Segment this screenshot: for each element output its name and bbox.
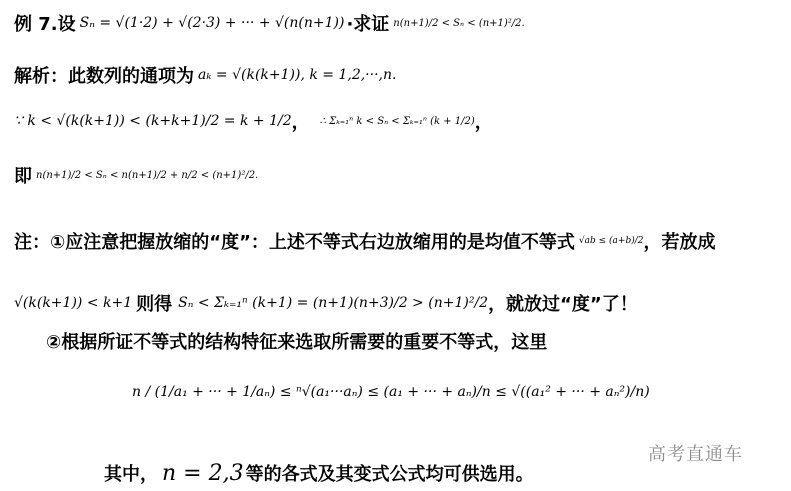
mean-inequality-chain — [132, 384, 650, 400]
closing-remark — [104, 460, 534, 486]
note-1 — [14, 228, 715, 254]
am-gm-inequality: √ab ≤ (a+b)/2 — [578, 236, 644, 246]
inequality-to-prove: n(n+1)/2 < Sₙ < (n+1)²/2. — [393, 17, 525, 29]
final-inequality: n(n+1)/2 < Sₙ < n(n+1)/2 + n/2 < (n+1)²/2. — [36, 169, 259, 181]
term-bounds — [14, 108, 493, 134]
n-values: n = 2,3 — [162, 460, 244, 486]
then-label: 则得 — [136, 294, 173, 315]
note-1-tail: ，若放成 — [643, 232, 716, 253]
analysis-intro — [14, 62, 396, 88]
comma-2: ， — [474, 112, 493, 133]
watermark-text: 高考直通车 — [648, 444, 743, 465]
term-inequality: ∵ k < √(k(k+1)) < (k+k+1)/2 = k + 1/2 — [14, 113, 292, 129]
note-2 — [46, 328, 547, 354]
prove-label: ·求证 — [346, 14, 390, 35]
loose-bound: √(k(k+1)) < k+1 — [14, 295, 133, 311]
example-label: 例 7.设 — [14, 14, 76, 35]
power-mean-inequality: n / (1/a₁ + ··· + 1/aₙ) ≤ ⁿ√(a₁···aₙ) ≤ (a₁ + ··· + aₙ)/n ≤ √((a₁² + ··· + aₙ²)/n) — [132, 384, 650, 400]
overshoot-example — [14, 290, 638, 316]
conclusion — [14, 162, 258, 188]
problem-statement — [14, 10, 525, 36]
therefore-label: 即 — [14, 166, 32, 187]
comma-1: ， — [291, 112, 310, 133]
summed-inequality: ∴ Σₖ₌₁ⁿ k < Sₙ < Σₖ₌₁ⁿ (k + 1/2) — [319, 115, 475, 127]
analysis-label: 解析：此数列的通项为 — [14, 66, 194, 87]
overshoot-comment: ，就放过“度”了！ — [488, 294, 638, 315]
note-1-text: 注：①应注意把握放缩的“度”：上述不等式右边放缩用的是均值不等式 — [14, 232, 575, 253]
general-term: aₖ = √(k(k+1)), k = 1,2,···,n. — [198, 67, 397, 83]
note-2-text: ②根据所证不等式的结构特征来选取所需要的重要不等式，这里 — [46, 332, 548, 353]
closing-text: 等的各式及其变式公式均可供选用。 — [245, 464, 534, 485]
among-label: 其中， — [104, 464, 158, 485]
overshoot-inequality: Sₙ < Σₖ₌₁ⁿ (k+1) = (n+1)(n+3)/2 > (n+1)²/2 — [178, 295, 489, 311]
sum-definition: Sₙ = √(1·2) + √(2·3) + ··· + √(n(n+1)) — [79, 15, 345, 31]
